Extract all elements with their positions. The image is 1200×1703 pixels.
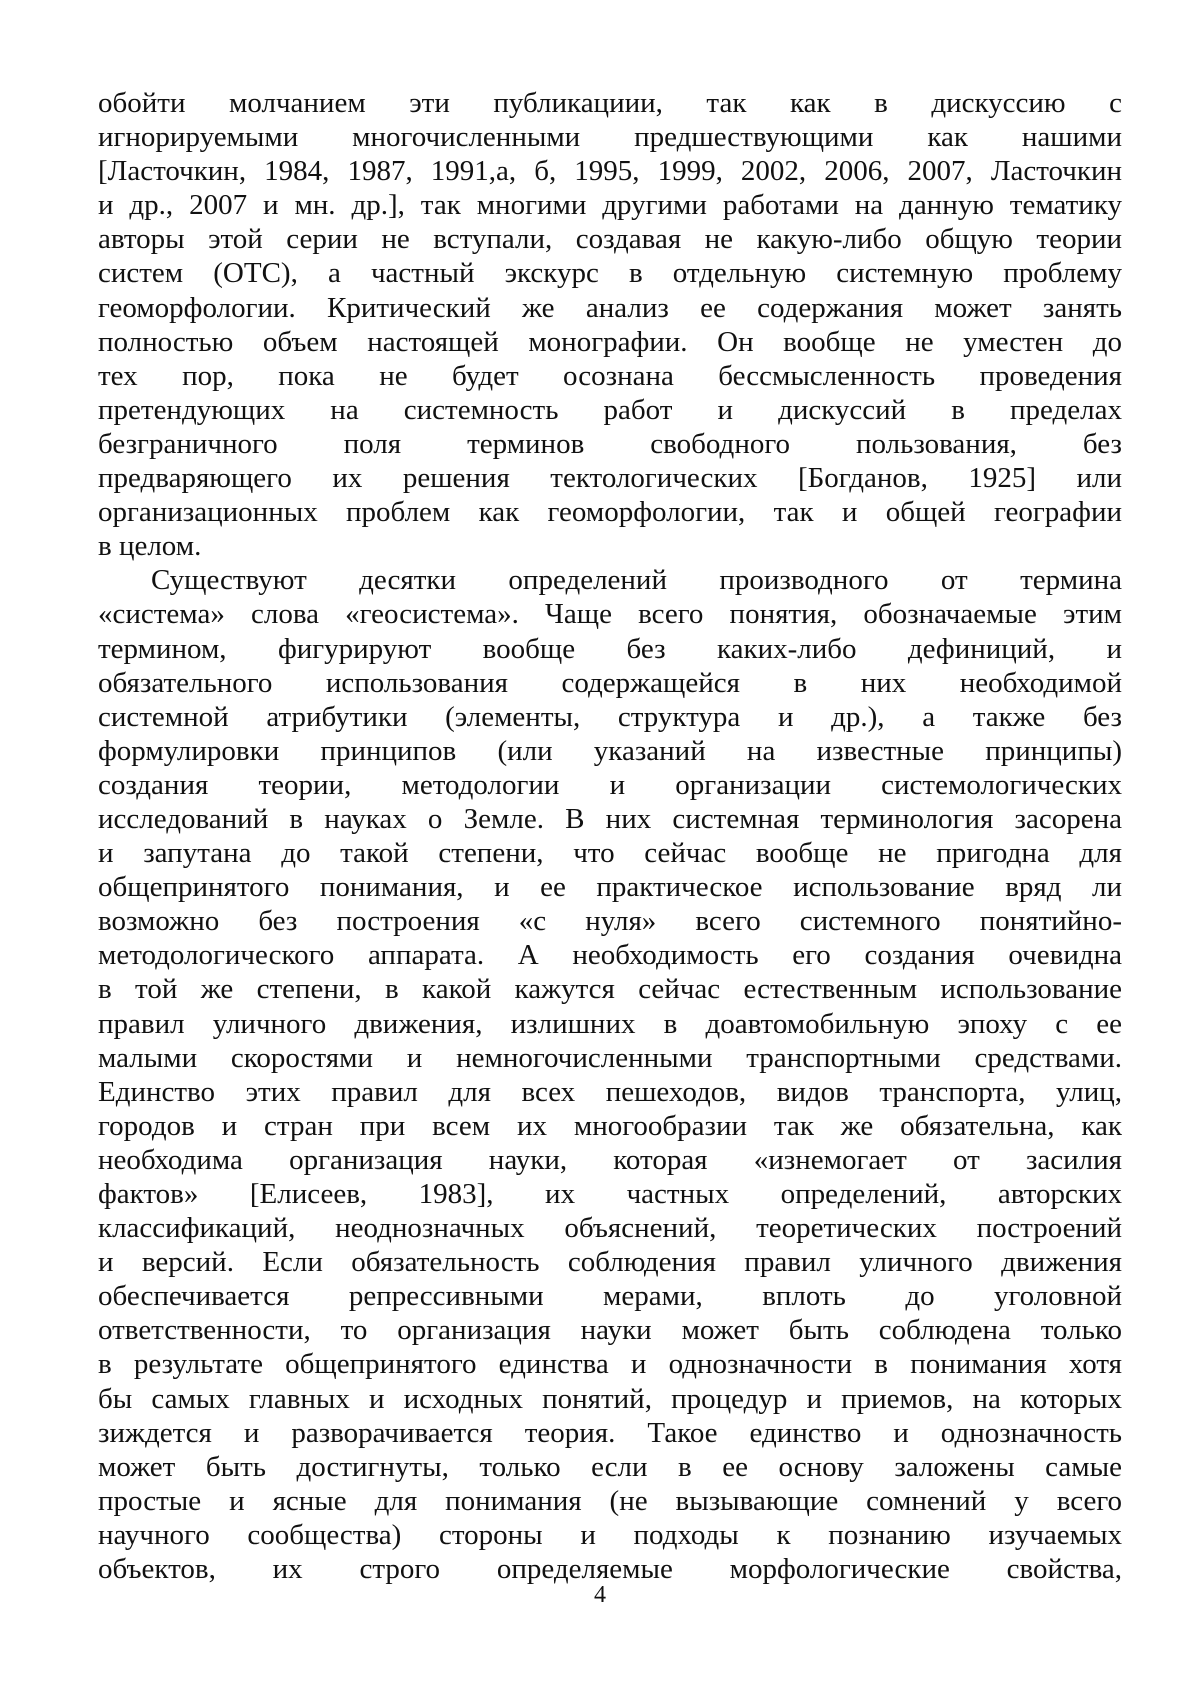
text-line: геоморфологии. Критический же анализ ее содержания может занять [98, 291, 1122, 324]
text-line: необходима организация науки, которая «изнемогает от засилия [98, 1143, 1122, 1176]
text-line: малыми скоростями и немногочисленными транспортными средствами. [98, 1041, 1122, 1074]
text-line: [Ласточкин, 1984, 1987, 1991,а, б, 1995, 1999, 2002, 2006, 2007, Ласточкин [98, 155, 1122, 188]
text-line: термином, фигурируют вообще без каких-либо дефиниций, и [98, 632, 1122, 665]
text-line: безграничного поля терминов свободного пользования, без [98, 427, 1122, 460]
text-line: научного сообщества) стороны и подходы к познанию изучаемых [98, 1518, 1122, 1551]
text-line: формулировки принципов (или указаний на известные принципы) [98, 734, 1122, 767]
text-line: «система» слова «геосистема». Чаще всего понятия, обозначаемые этим [98, 598, 1122, 631]
text-line: ответственности, то организация науки может быть соблюдена только [98, 1314, 1122, 1347]
text-line: и версий. Если обязательность соблюдения правил уличного движения [98, 1246, 1122, 1279]
text-line: организационных проблем как геоморфологии, так и общей географии [98, 496, 1122, 529]
text-line: правил уличного движения, излишних в доавтомобильную эпоху с ее [98, 1007, 1122, 1040]
text-line: обойти молчанием эти публикациии, так как в дискуссию с [98, 87, 1122, 119]
text-line: классификаций, неоднозначных объяснений, теоретических построений [98, 1212, 1122, 1245]
paragraph [98, 563, 1122, 1586]
text-line: Существуют десятки определений производного от термина [151, 564, 1122, 597]
text-line: исследований в науках о Земле. В них системная терминология засорена [98, 802, 1122, 835]
text-line: объектов, их строго определяемые морфологические свойства, [98, 1553, 1122, 1586]
text-line: обязательного использования содержащейся в них необходимой [98, 666, 1122, 699]
text-line: в целом. [98, 530, 202, 563]
text-line: и запутана до такой степени, что сейчас вообще не пригодна для [98, 837, 1122, 870]
text-line: игнорируемыми многочисленными предшествующими как нашими [98, 121, 1122, 154]
text-line: может быть достигнуты, только если в ее основу заложены самые [98, 1450, 1122, 1483]
text-line: предваряющего их решения тектологических [Богданов, 1925] или [98, 462, 1122, 495]
text-line: Единство этих правил для всех пешеходов, видов транспорта, улиц, [98, 1075, 1122, 1108]
text-line: обеспечивается репрессивными мерами, вплоть до уголовной [98, 1280, 1122, 1313]
paragraph [98, 86, 1122, 563]
text-line: в результате общепринятого единства и однозначности в понимания хотя [98, 1348, 1122, 1381]
text-line: в той же степени, в какой кажутся сейчас естественным использование [98, 973, 1122, 1006]
text-line: тех пор, пока не будет осознана бессмысленность проведения [98, 359, 1122, 392]
text-line: системной атрибутики (элементы, структура и др.), а также без [98, 700, 1122, 733]
page-number: 4 [594, 1582, 606, 1608]
text-line: зиждется и разворачивается теория. Такое единство и однозначность [98, 1416, 1122, 1449]
text-line: создания теории, методологии и организации системологических [98, 768, 1122, 801]
text-line: и др., 2007 и мн. др.], так многими другими работами на данную тематику [98, 189, 1122, 222]
page-body [98, 86, 1122, 1586]
text-line: систем (ОТС), а частный экскурс в отдельную системную проблему [98, 257, 1122, 290]
text-line: возможно без построения «с нуля» всего системного понятийно- [98, 905, 1122, 938]
text-line: методологического аппарата. А необходимость его создания очевидна [98, 939, 1122, 972]
text-line: претендующих на системность работ и дискуссий в пределах [98, 393, 1122, 426]
text-line: городов и стран при всем их многообразии так же обязательна, как [98, 1109, 1122, 1142]
text-line: простые и ясные для понимания (не вызывающие сомнений у всего [98, 1484, 1122, 1517]
text-line: фактов» [Елисеев, 1983], их частных определений, авторских [98, 1178, 1122, 1210]
text-line: бы самых главных и исходных понятий, процедур и приемов, на которых [98, 1382, 1122, 1415]
text-line: полностью объем настоящей монографии. Он вообще не уместен до [98, 325, 1122, 358]
text-line: общепринятого понимания, и ее практическое использование вряд ли [98, 871, 1122, 904]
text-line: авторы этой серии не вступали, создавая не какую-либо общую теории [98, 223, 1122, 256]
